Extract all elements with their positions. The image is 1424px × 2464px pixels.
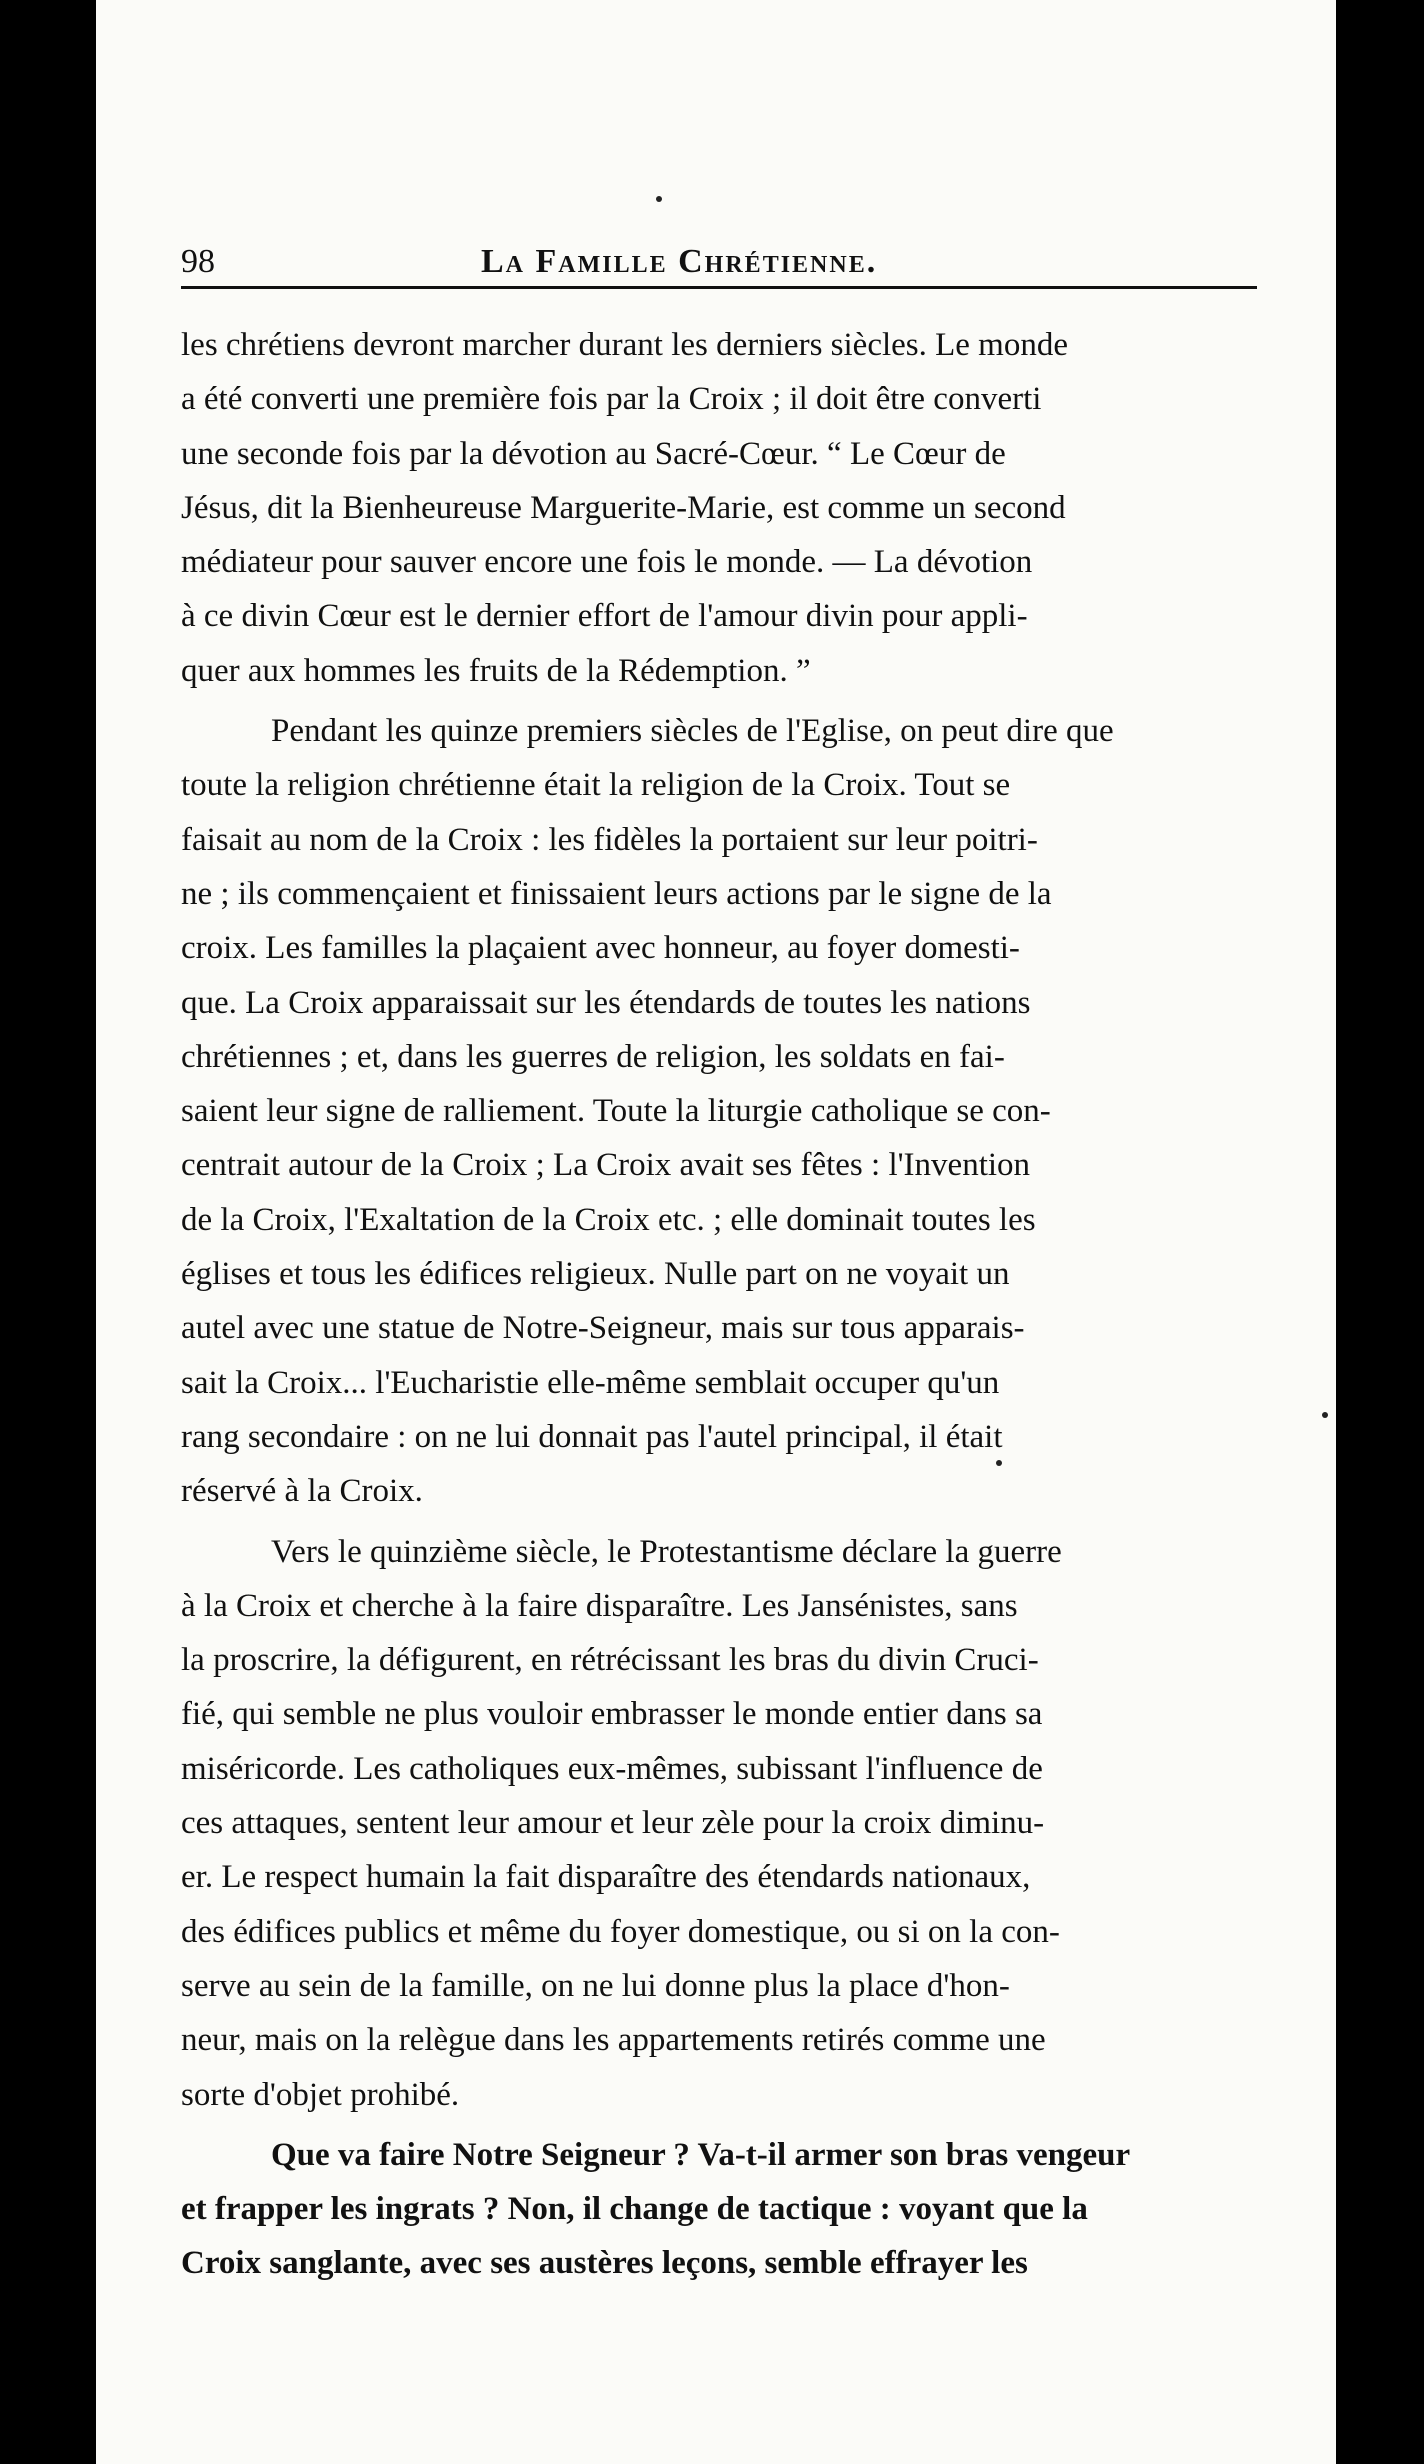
print-speck [656, 196, 662, 202]
print-speck [1322, 1412, 1328, 1418]
text-line: er. Le respect humain la fait disparaître des étendards nationaux, [181, 1859, 1031, 1896]
text-line: toute la religion chrétienne était la religion de la Croix. Tout se [181, 767, 1011, 804]
text-line: serve au sein de la famille, on ne lui donne plus la place d'hon- [181, 1967, 1010, 2004]
text-line: ne ; ils commençaient et finissaient leurs actions par le signe de la [181, 875, 1052, 912]
page-header [181, 232, 1257, 292]
text-line: miséricorde. Les catholiques eux-mêmes, subissant l'influence de [181, 1750, 1043, 1787]
text-line: des édifices publics et même du foyer domestique, ou si on la con- [181, 1913, 1060, 1950]
text-line: quer aux hommes les fruits de la Rédemption. ” [181, 652, 811, 689]
text-line: saient leur signe de ralliement. Toute la liturgie catholique se con- [181, 1093, 1051, 1130]
text-line: à ce divin Cœur est le dernier effort de l'amour divin pour appli- [181, 598, 1028, 635]
text-line: centrait autour de la Croix ; La Croix avait ses fêtes : l'Invention [181, 1147, 1031, 1184]
text-line: Pendant les quinze premiers siècles de l'Eglise, on peut dire que [271, 713, 1114, 750]
text-line: que. La Croix apparaissait sur les étendards de toutes les nations [181, 984, 1031, 1021]
text-line: la proscrire, la défigurent, en rétrécissant les bras du divin Cruci- [181, 1642, 1039, 1679]
text-line: et frapper les ingrats ? Non, il change de tactique : voyant que la [181, 2191, 1088, 2228]
text-line: à la Croix et cherche à la faire disparaître. Les Jansénistes, sans [181, 1587, 1018, 1624]
paragraph [181, 704, 1281, 1518]
text-line: une seconde fois par la dévotion au Sacré-Cœur. “ Le Cœur de [181, 435, 1006, 472]
text-line: ces attaques, sentent leur amour et leur zèle pour la croix diminu- [181, 1805, 1045, 1842]
text-line: les chrétiens devront marcher durant les derniers siècles. Le monde [181, 327, 1068, 363]
text-line: autel avec une statue de Notre-Seigneur, mais sur tous apparais- [181, 1310, 1025, 1347]
text-line: Croix sanglante, avec ses austères leçons, semble effrayer les [181, 2245, 1028, 2282]
text-line: églises et tous les édifices religieux. Nulle part on ne voyait un [181, 1256, 1010, 1293]
text-line: sorte d'objet prohibé. [181, 2076, 460, 2113]
text-line: Que va faire Notre Seigneur ? Va-t-il armer son bras vengeur [271, 2136, 1131, 2173]
text-line: faisait au nom de la Croix : les fidèles la portaient sur leur poitri- [181, 821, 1038, 858]
text-line: croix. Les familles la plaçaient avec honneur, au foyer domesti- [181, 930, 1020, 967]
paragraph [181, 1525, 1281, 2122]
paragraph [181, 318, 1281, 698]
text-line: rang secondaire : on ne lui donnait pas l'autel principal, il était [181, 1418, 1003, 1455]
page-number: 98 [181, 243, 215, 280]
paragraph [181, 2128, 1281, 2291]
text-line: Vers le quinzième siècle, le Protestantisme déclare la guerre [271, 1533, 1062, 1570]
text-line: sait la Croix... l'Eucharistie elle-même semblait occuper qu'un [181, 1364, 1000, 1401]
text-line: de la Croix, l'Exaltation de la Croix etc. ; elle dominait toutes les [181, 1201, 1036, 1238]
text-line: médiateur pour sauver encore une fois le monde. — La dévotion [181, 544, 1033, 581]
text-line: Jésus, dit la Bienheureuse Marguerite-Marie, est comme un second [181, 489, 1066, 526]
text-line: chrétiennes ; et, dans les guerres de religion, les soldats en fai- [181, 1038, 1005, 1075]
header-rule [181, 286, 1257, 289]
text-line: réservé à la Croix. [181, 1473, 423, 1510]
text-line: a été converti une première fois par la Croix ; il doit être converti [181, 381, 1042, 418]
text-line: fié, qui semble ne plus vouloir embrasser le monde entier dans sa [181, 1696, 1043, 1733]
body-text [181, 318, 1281, 2291]
running-title: La Famille Chrétienne. [481, 243, 878, 280]
text-line: neur, mais on la relègue dans les appartements retirés comme une [181, 2022, 1046, 2059]
